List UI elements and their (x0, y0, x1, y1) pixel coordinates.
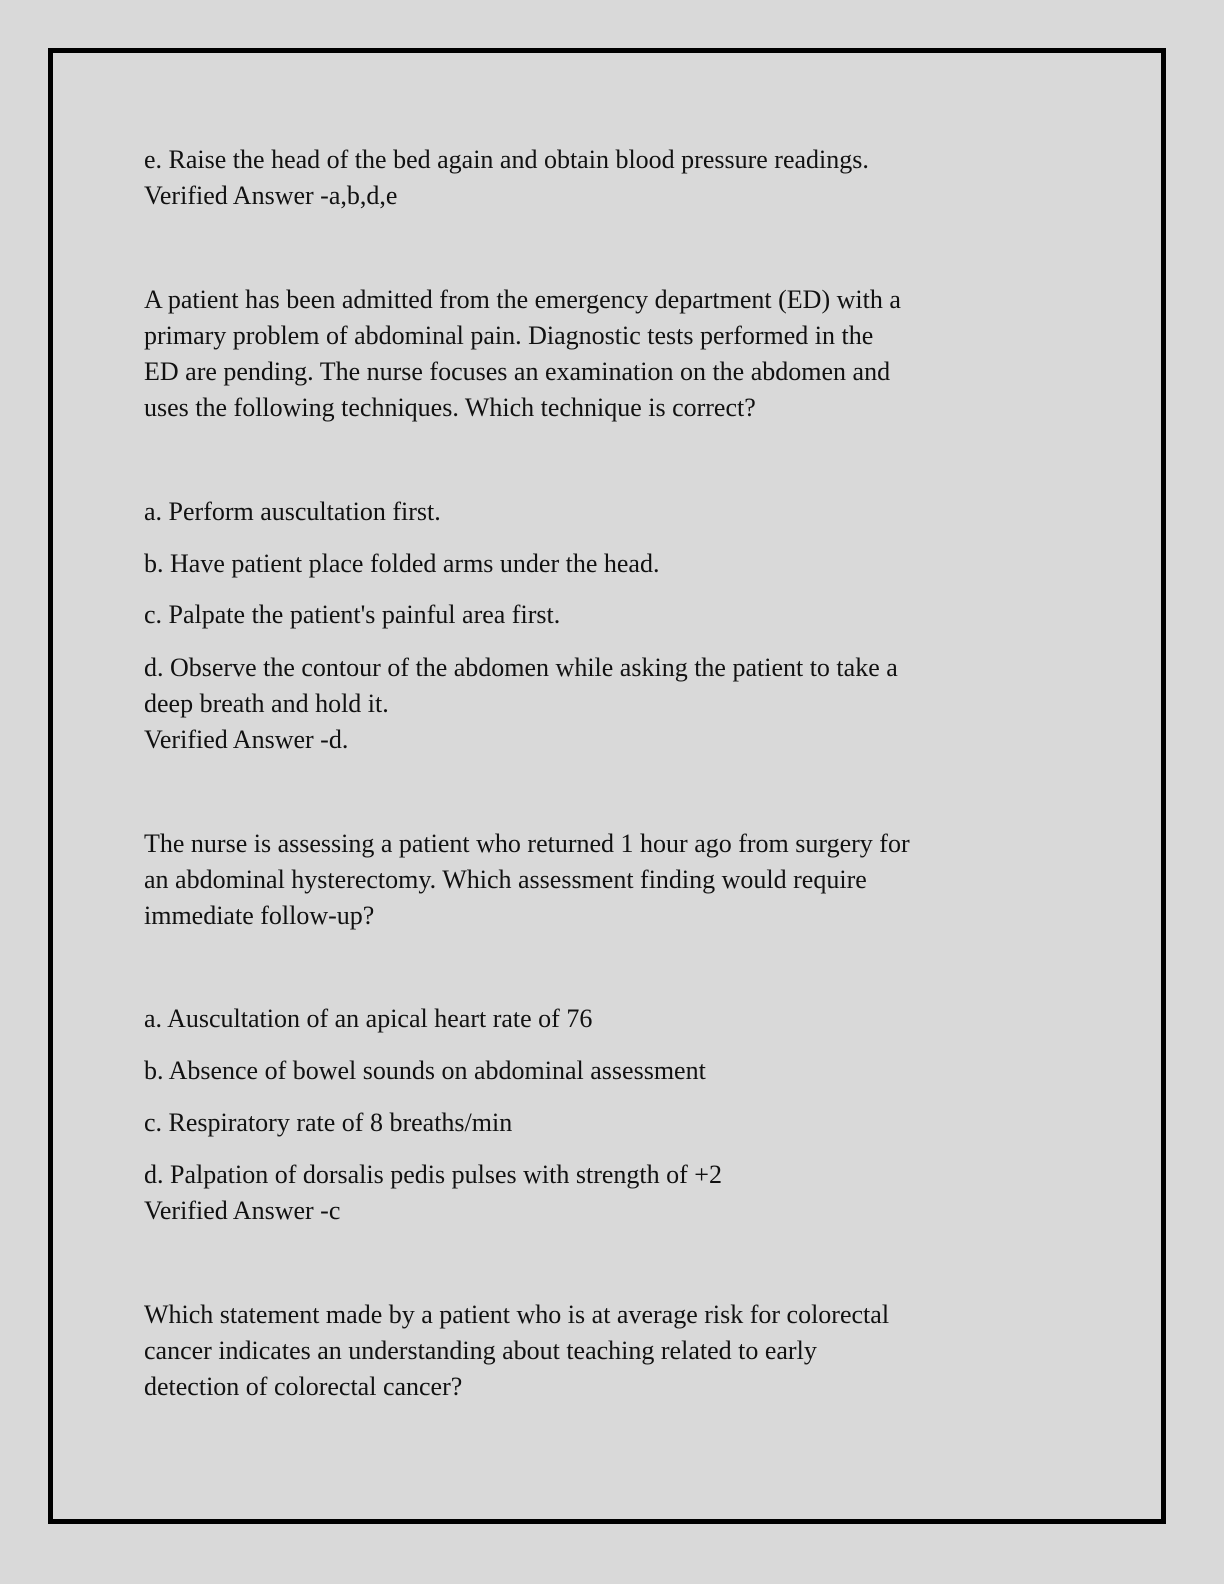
option-b: b. Have patient place folded arms under the head. (144, 549, 660, 578)
question-line: primary problem of abdominal pain. Diagnostic tests performed in the (144, 321, 874, 350)
verified-answer: Verified Answer -a,b,d,e (144, 181, 398, 210)
question-line: cancer indicates an understanding about teaching related to early (144, 1336, 817, 1365)
option-c: c. Respiratory rate of 8 breaths/min (144, 1108, 513, 1137)
question-line: detection of colorectal cancer? (144, 1372, 463, 1401)
option-a: a. Perform auscultation first. (144, 497, 441, 526)
question-line: The nurse is assessing a patient who returned 1 hour ago from surgery for (144, 829, 910, 858)
option-d: d. Observe the contour of the abdomen while asking the patient to take a (144, 653, 898, 682)
question-line: ED are pending. The nurse focuses an examination on the abdomen and (144, 357, 891, 386)
question-line: immediate follow-up? (144, 901, 375, 930)
question-line: an abdominal hysterectomy. Which assessment finding would require (144, 865, 867, 894)
option-c: c. Palpate the patient's painful area first. (144, 600, 561, 629)
option-a: a. Auscultation of an apical heart rate of 76 (144, 1004, 593, 1033)
option-e: e. Raise the head of the bed again and obtain blood pressure readings. (144, 145, 869, 174)
question-line: uses the following techniques. Which technique is correct? (144, 393, 756, 422)
option-d-continued: deep breath and hold it. (144, 689, 389, 718)
option-d: d. Palpation of dorsalis pedis pulses with strength of +2 (144, 1160, 722, 1189)
option-b: b. Absence of bowel sounds on abdominal assessment (144, 1056, 706, 1085)
question-line: A patient has been admitted from the emergency department (ED) with a (144, 285, 901, 314)
verified-answer: Verified Answer -d. (144, 725, 349, 754)
verified-answer: Verified Answer -c (144, 1196, 341, 1225)
question-line: Which statement made by a patient who is at average risk for colorectal (144, 1300, 890, 1329)
